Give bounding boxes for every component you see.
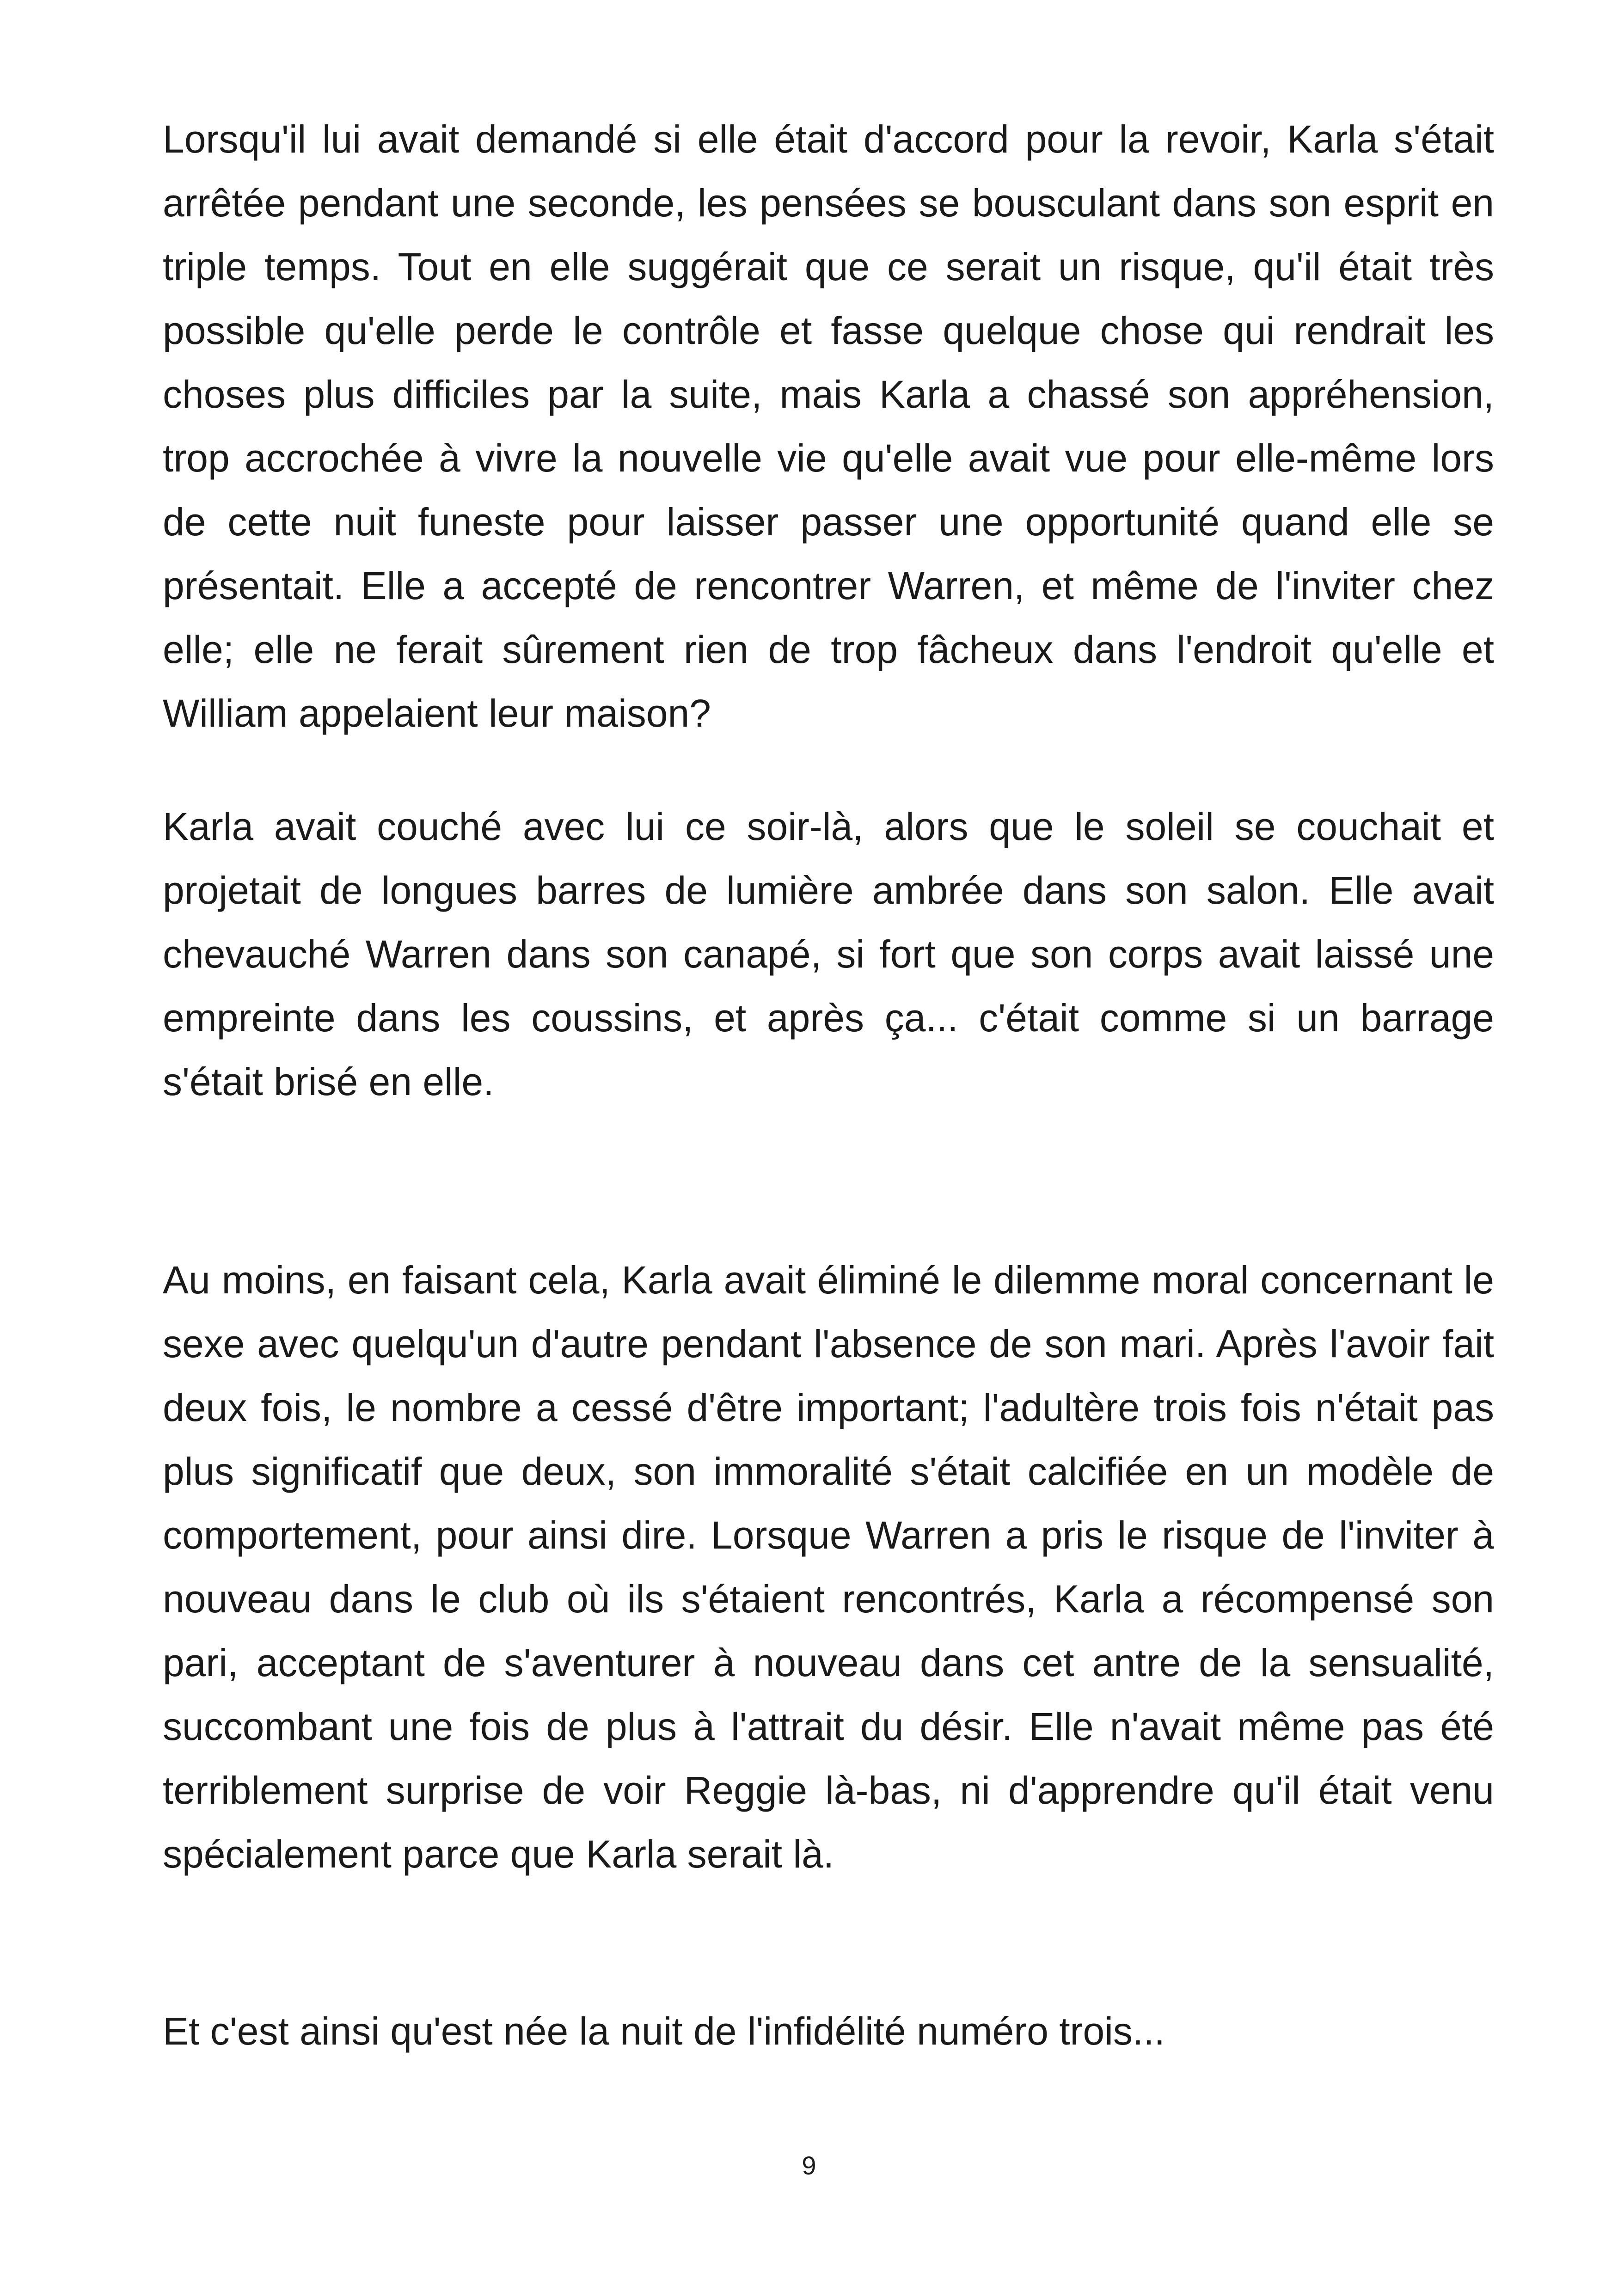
paragraph-2: Karla avait couché avec lui ce soir-là, alors que le soleil se couchait et projetait de longues barres de lumière ambrée dans son salon. Elle avait chevauché Warren dans son canapé, si fort que son corps avait laissé une empreinte dans les coussins, et après ça... c'était comme si un barrage s'était brisé en elle. (163, 805, 1494, 1103)
paragraph-3: Au moins, en faisant cela, Karla avait éliminé le dilemme moral concernant le sexe avec quelqu'un d'autre pendant l'absence de son mari. Après l'avoir fait deux fois, le nombre a cessé d'être important; l'adultère trois fois n'était pas plus significatif que deux, son immoralité s'était calcifiée en un modèle de comportement, pour ainsi dire. Lorsque Warren a pris le risque de l'inviter à nouveau dans le club où ils s'étaient rencontrés, Karla a récompensé son pari, acceptant de s'aventurer à nouveau dans cet antre de la sensualité, succombant une fois de plus à l'attrait du désir. Elle n'avait même pas été terriblement surprise de voir Reggie là-bas, ni d'apprendre qu'il était venu spécialement parce que Karla serait là. (163, 1258, 1494, 1876)
paragraph-4: Et c'est ainsi qu'est née la nuit de l'infidélité numéro trois... (163, 2009, 1165, 2053)
page-number: 9 (802, 2151, 816, 2180)
paragraph-1: Lorsqu'il lui avait demandé si elle était d'accord pour la revoir, Karla s'était arrêtée pendant une seconde, les pensées se bousculant dans son esprit en triple temps. Tout en elle suggérait que ce serait un risque, qu'il était très possible qu'elle perde le contrôle et fasse quelque chose qui rendrait les choses plus difficiles par la suite, mais Karla a chassé son appréhension, trop accrochée à vivre la nouvelle vie qu'elle avait vue pour elle-même lors de cette nuit funeste pour laisser passer une opportunité quand elle se présentait. Elle a accepté de rencontrer Warren, et même de l'inviter chez elle; elle ne ferait sûrement rien de trop fâcheux dans l'endroit qu'elle et William appelaient leur maison? (163, 117, 1494, 735)
